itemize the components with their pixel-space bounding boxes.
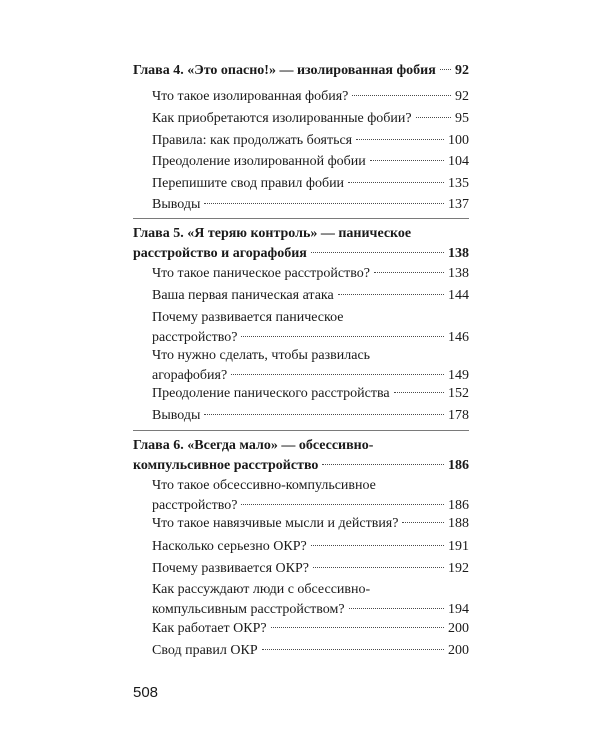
entry-page: 100 <box>448 133 469 148</box>
toc-chapter-4 <box>133 61 469 81</box>
chapter-page: 186 <box>448 458 469 473</box>
dot-leader <box>271 626 444 628</box>
page-number: 508 <box>133 684 159 701</box>
dot-leader <box>204 202 444 204</box>
entry-title: Перепишите свод правил фобии <box>152 176 345 191</box>
dot-leader <box>394 391 444 393</box>
entry-page: 149 <box>448 368 469 383</box>
entry-title-line-1: Что такое обсессивно-компульсивное <box>152 478 376 493</box>
dot-leader <box>440 68 451 70</box>
entry-title: Что такое навязчивые мысли и действия? <box>152 516 399 531</box>
entry-page: 200 <box>448 643 469 658</box>
entry-title-line-2: расстройство? <box>152 330 238 345</box>
entry-title: Что такое изолированная фобия? <box>152 89 349 104</box>
dot-leader <box>241 503 444 505</box>
entry-title: Преодоление панического расстройства <box>152 386 390 401</box>
toc-entry <box>152 308 469 348</box>
entry-page: 144 <box>448 288 469 303</box>
dot-leader <box>402 521 444 523</box>
chapter-page: 92 <box>455 63 469 78</box>
chapter-title: Глава 4. «Это опасно!» — изолированная фобия <box>133 63 436 78</box>
section-divider <box>133 430 469 431</box>
entry-title: Преодоление изолированной фобии <box>152 154 366 169</box>
chapter-title-line-2: компульсивное расстройство <box>133 458 319 473</box>
toc-entry <box>152 264 469 284</box>
dot-leader <box>370 159 444 161</box>
entry-page: 104 <box>448 154 469 169</box>
entry-page: 92 <box>455 89 469 104</box>
chapter-title-line-2: расстройство и агорафобия <box>133 246 307 261</box>
entry-title: Что такое паническое расстройство? <box>152 266 370 281</box>
toc-entry <box>152 152 469 172</box>
toc-entry <box>152 195 469 215</box>
dot-leader <box>348 181 444 183</box>
entry-page: 186 <box>448 498 469 513</box>
entry-page: 138 <box>448 266 469 281</box>
dot-leader <box>338 293 444 295</box>
dot-leader <box>322 463 444 465</box>
chapter-title-line-1: Глава 5. «Я теряю контроль» — паническое <box>133 226 412 241</box>
toc-entry <box>152 514 469 534</box>
entry-page: 95 <box>455 111 469 126</box>
toc-entry <box>152 87 469 107</box>
toc-entry <box>152 174 469 194</box>
entry-title: Как приобретаются изолированные фобии? <box>152 111 412 126</box>
dot-leader <box>262 648 444 650</box>
dot-leader <box>349 607 444 609</box>
toc-chapter-6 <box>133 436 469 476</box>
entry-title: Почему развивается ОКР? <box>152 561 309 576</box>
dot-leader <box>352 94 451 96</box>
entry-page: 152 <box>448 386 469 401</box>
toc-entry <box>152 619 469 639</box>
toc-entry <box>152 384 469 404</box>
toc-entry <box>152 109 469 129</box>
entry-title: Ваша первая паническая атака <box>152 288 334 303</box>
dot-leader <box>311 544 444 546</box>
toc-entry <box>152 346 469 386</box>
toc-entry <box>152 537 469 557</box>
entry-title-line-2: агорафобия? <box>152 368 228 383</box>
toc-entry <box>152 406 469 426</box>
entry-page: 188 <box>448 516 469 531</box>
entry-title: Как работает ОКР? <box>152 621 267 636</box>
entry-title: Выводы <box>152 408 201 423</box>
dot-leader <box>374 271 444 273</box>
toc-entry <box>152 476 469 516</box>
entry-page: 194 <box>448 602 469 617</box>
entry-title-line-1: Почему развивается паническое <box>152 310 344 325</box>
dot-leader <box>204 413 444 415</box>
entry-title: Насколько серьезно ОКР? <box>152 539 307 554</box>
toc-chapter-5 <box>133 224 469 264</box>
toc-entry <box>152 580 469 620</box>
dot-leader <box>311 251 444 253</box>
entry-page: 146 <box>448 330 469 345</box>
chapter-page: 138 <box>448 246 469 261</box>
entry-title-line-2: компульсивным расстройством? <box>152 602 345 617</box>
entry-title: Выводы <box>152 197 201 212</box>
toc-entry <box>152 131 469 151</box>
chapter-title-line-1: Глава 6. «Всегда мало» — обсессивно- <box>133 438 374 453</box>
entry-title-line-1: Что нужно сделать, чтобы развилась <box>152 348 371 363</box>
dot-leader <box>241 335 444 337</box>
entry-title-line-1: Как рассуждают люди с обсессивно- <box>152 582 371 597</box>
entry-page: 192 <box>448 561 469 576</box>
dot-leader <box>313 566 444 568</box>
toc-entry <box>152 559 469 579</box>
entry-page: 178 <box>448 408 469 423</box>
toc-entry <box>152 641 469 661</box>
entry-page: 135 <box>448 176 469 191</box>
dot-leader <box>231 373 444 375</box>
dot-leader <box>356 138 444 140</box>
entry-page: 137 <box>448 197 469 212</box>
entry-page: 191 <box>448 539 469 554</box>
entry-page: 200 <box>448 621 469 636</box>
toc-entry <box>152 286 469 306</box>
entry-title: Свод правил ОКР <box>152 643 258 658</box>
entry-title: Правила: как продолжать бояться <box>152 133 353 148</box>
entry-title-line-2: расстройство? <box>152 498 238 513</box>
dot-leader <box>416 116 451 118</box>
section-divider <box>133 218 469 219</box>
